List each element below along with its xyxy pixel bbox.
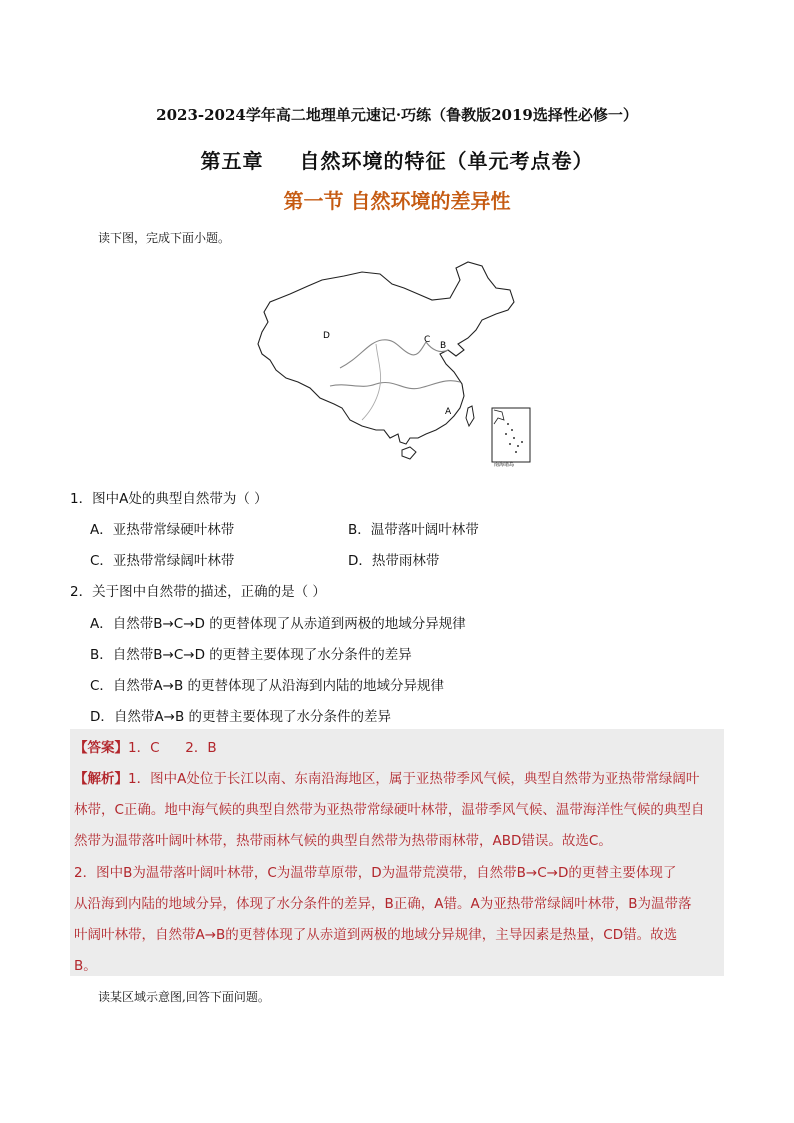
answer-tag: 【答案】 xyxy=(74,740,128,756)
china-outline xyxy=(258,262,514,444)
inset-islands xyxy=(505,423,523,453)
map-intro-text: 读下图，完成下面小题。 xyxy=(98,231,231,245)
inset-frame xyxy=(492,408,530,462)
analysis-line-3: 然带为温带落叶阔叶林带，热带雨林气候的典型自然带为热带雨林带，ABD错误。故选C。 xyxy=(74,833,612,849)
analysis-line-4: 2．图中B为温带落叶阔叶林带，C为温带草原带，D为温带荒漠带，自然带B→C→D的更替主要体现了 xyxy=(74,865,677,881)
map-label-a: A xyxy=(445,407,452,417)
analysis-line-6: 叶阔叶林带，自然带A→B的更替体现了从赤道到两极的地域分异规律，主导因素是热量，CD错。故选 xyxy=(74,927,678,943)
inset-label: 南海诸岛 xyxy=(494,462,515,468)
chapter-title xyxy=(0,145,794,174)
series-title: 2023-2024学年高二地理单元速记·巧练（鲁教版2019选择性必修一） xyxy=(156,106,638,124)
boundary-line xyxy=(362,344,381,420)
map-label-d: D xyxy=(323,331,330,341)
yellow-river xyxy=(340,340,448,368)
china-map xyxy=(250,258,536,470)
question-1-option-a: A．亚热带常绿硬叶林带 xyxy=(90,522,235,538)
chapter-number: 第五章 xyxy=(200,149,264,173)
answer-line xyxy=(74,736,217,756)
question-2-option-a: A．自然带B→C→D 的更替体现了从赤道到两极的地域分异规律 xyxy=(90,616,466,632)
yangtze-river xyxy=(330,381,460,389)
inset-coast xyxy=(494,410,504,424)
analysis-line-7: B。 xyxy=(74,958,97,974)
question-1-stem: 1．图中A处的典型自然带为（ ） xyxy=(70,491,268,507)
map-label-c: C xyxy=(424,335,431,345)
taiwan-island xyxy=(466,406,474,426)
question-1-option-d: D．热带雨林带 xyxy=(348,553,440,569)
question-1-option-b: B．温带落叶阔叶林带 xyxy=(348,522,479,538)
map-label-b: B xyxy=(440,341,447,351)
question-2-option-c: C．自然带A→B 的更替体现了从沿海到内陆的地域分异规律 xyxy=(90,678,445,694)
chapter-name: 自然环境的特征（单元考点卷） xyxy=(299,149,594,173)
analysis-line-2: 林带，C正确。地中海气候的典型自然带为亚热带常绿硬叶林带，温带季风气候、温带海洋性气候的典型自 xyxy=(74,802,705,818)
analysis-line-5: 从沿海到内陆的地域分异，体现了水分条件的差异，B正确，A错。A为亚热带常绿阔叶林带，B为温带落 xyxy=(74,896,692,912)
question-1-option-c: C．亚热带常绿阔叶林带 xyxy=(90,553,235,569)
hainan-island xyxy=(402,447,416,459)
analysis-line-1 xyxy=(74,767,699,787)
section-title: 第一节 自然环境的差异性 xyxy=(283,189,511,213)
question-2-stem: 2．关于图中自然带的描述，正确的是（ ） xyxy=(70,584,326,600)
analysis-text-1: 1．图中A处位于长江以南、东南沿海地区，属于亚热带季风气候，典型自然带为亚热带常绿阔叶 xyxy=(128,771,700,787)
next-question-intro: 读某区域示意图,回答下面问题。 xyxy=(98,990,270,1004)
question-2-option-b: B．自然带B→C→D 的更替主要体现了水分条件的差异 xyxy=(90,647,412,663)
answer-text: 1．C 2．B xyxy=(128,740,217,756)
question-2-option-d: D．自然带A→B 的更替主要体现了水分条件的差异 xyxy=(90,709,391,725)
analysis-tag: 【解析】 xyxy=(74,771,128,787)
